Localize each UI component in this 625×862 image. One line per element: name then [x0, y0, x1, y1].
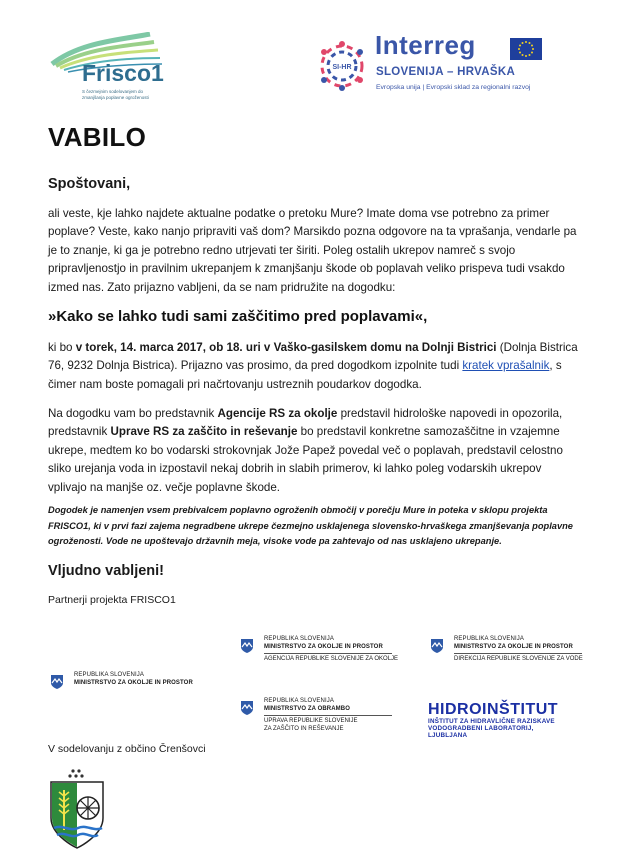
frisco-tagline: S čezmejnim sodelovanjem do zmanjšanja poplavne ogroženosti: [82, 89, 149, 100]
agency-name: Agencije RS za okolje: [217, 407, 338, 420]
greeting: Spoštovani,: [48, 176, 131, 192]
intro-paragraph: ali veste, kje lahko najdete aktualne podatke o pretoku Mure? Imate doma vse potrebno za primer poplave? Veste, kako nanjo pripraviti vaš dom? Marsikdo pozna odgovore na ta vprašanja, vendarle pa je to znanje, ki ga je potrebno redno utrjevati ter širiti. Poleg ostalih ukrepov namreč s svojo pripravljenostjo in pravilnim ukrepanjem k zmanjšanju škode ob poplavah veliko prispeva tudi vsakdo izmed nas. Zato prijazno vabljeni, da se nam pridružite na dogodku:: [48, 207, 577, 294]
interreg-emblem: [314, 38, 370, 94]
project-note: Dogodek je namenjen vsem prebivalcem poplavno ogroženih območij v porečju Mure in poteka v sklopu projekta FRISCO1, ki v prvi fazi zajema negradbene ukrepe čezmejno usklajenega slovensko-hrvaškega zmanjševanja poplavne ogroženosti. Vode ne upoštevajo državnih meja, visoke vode pa zahtevajo od nas usklajeno ukrepanje.: [48, 505, 573, 547]
interreg-wordmark: Interreg: [375, 30, 476, 60]
slovenia-crest-icon: [430, 638, 444, 654]
hidroinstitut-name: HIDROINŠTITUT: [428, 701, 559, 718]
event-title: »Kako se lahko tudi sami zaščitimo pred poplavami«,: [48, 308, 428, 325]
eu-flag-icon: [510, 38, 542, 60]
interreg-fund-line: Evropska unija | Evropski sklad za regionalni razvoj: [376, 84, 531, 91]
questionnaire-link[interactable]: kratek vprašalnik: [462, 359, 550, 373]
administration-name: Uprave RS za zaščito in reševanje: [110, 425, 298, 439]
interreg-emblem-text: SI-HR: [332, 64, 352, 71]
interreg-program: SLOVENIJA – HRVAŠKA: [376, 66, 516, 78]
crensovci-coat-of-arms-icon: [48, 768, 106, 850]
cooperation-line: V sodelovanju z občino Črenšovci: [48, 743, 206, 755]
closing: Vljudno vabljeni!: [48, 563, 165, 579]
frisco-wordmark: Frisco1: [82, 60, 164, 86]
partner-logo-hidroinstitut: HIDROINŠTITUT INŠTITUT ZA HIDRAVLIČNE RAZISKAVE VODOGRADBENI LABORATORIJ, LJUBLJANA: [428, 701, 568, 739]
document-title: VABILO: [48, 122, 147, 152]
event-paragraph: ki bo v torek, 14. marca 2017, ob 18. uri v Vaško-gasilskem domu na Dolnji Bistrici (Dolnja Bistrica 76, 9232 Dolnja Bistrica). Prijazno vas prosimo, da pred dogodkom izpolnite tudi kratek vprašalnik, s čimer nam boste pomagali pri načrtovanju ustreznih poudarkov dogodka.: [48, 341, 578, 391]
partners-label: Partnerji projekta FRISCO1: [48, 594, 176, 606]
slovenia-crest-icon: [240, 700, 254, 716]
slovenia-crest-icon: [50, 674, 64, 690]
event-date-place: v torek, 14. marca 2017, ob 18. uri v Vaško-gasilskem domu na Dolnji Bistrici: [75, 341, 497, 354]
slovenia-crest-icon: [240, 638, 254, 654]
program-paragraph: Na dogodku vam bo predstavnik Agencije RS za okolje predstavil hidrološke napovedi in opozorila, predstavnik Uprave RS za zaščito in reševanje bo predstavil konkretne samozaščitne in vzajemne ukrepe, medtem ko bo vodarski strokovnjak Jože Papež povedal več o poplavah, predstavil celostno sliko urejanja voda in izpostavil nekaj dobrih in slabih primerov, ki lahko poleg vodarskih ukrepov vplivajo na manjše oz. večje poplavne škode.: [48, 407, 563, 494]
